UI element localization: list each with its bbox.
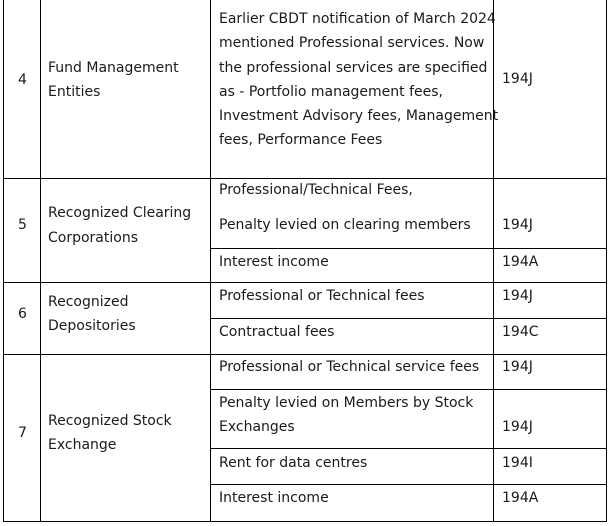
entity-name: Exchange <box>48 437 117 453</box>
entity-name: Corporations <box>48 230 138 246</box>
row-number: 5 <box>18 217 27 233</box>
section-code: 194A <box>502 490 539 506</box>
section-code: 194J <box>502 359 533 375</box>
service-description: as - Portfolio management fees, <box>219 84 443 100</box>
section-code: 194J <box>502 288 533 304</box>
entity-name: Recognized <box>48 294 129 310</box>
service-description: mentioned Professional services. Now <box>219 35 485 51</box>
entity-name: Depositories <box>48 318 136 334</box>
column-divider-entity <box>210 0 211 522</box>
service-description: Rent for data centres <box>219 455 368 471</box>
service-description: Professional/Technical Fees, <box>219 182 413 198</box>
section-code: 194C <box>502 324 539 340</box>
section-code: 194J <box>502 217 533 233</box>
row-number: 6 <box>18 306 27 322</box>
table-border-left <box>3 0 4 522</box>
service-description: Exchanges <box>219 419 295 435</box>
row-divider <box>3 282 607 283</box>
service-description: Penalty levied on Members by Stock <box>219 395 474 411</box>
service-description: Penalty levied on clearing members <box>219 217 471 233</box>
subrow-divider <box>210 318 607 319</box>
service-description: Contractual fees <box>219 324 335 340</box>
column-divider-service <box>493 0 494 522</box>
table-border-bottom <box>3 521 607 522</box>
service-description: Professional or Technical fees <box>219 288 425 304</box>
service-description: fees, Performance Fees <box>219 132 383 148</box>
service-description: Investment Advisory fees, Management <box>219 108 499 124</box>
row-number: 7 <box>18 425 27 441</box>
column-divider-number <box>40 0 41 522</box>
subrow-divider <box>210 448 607 449</box>
section-code: 194J <box>502 419 533 435</box>
subrow-divider <box>210 389 607 390</box>
section-code: 194A <box>502 254 539 270</box>
entity-name: Entities <box>48 84 101 100</box>
subrow-divider <box>210 484 607 485</box>
section-code: 194I <box>502 455 533 471</box>
table-border-right <box>606 0 607 522</box>
service-description: Professional or Technical service fees <box>219 359 480 375</box>
service-description: Earlier CBDT notification of March 2024 <box>219 11 496 27</box>
service-description: Interest income <box>219 254 329 270</box>
entity-name: Recognized Stock <box>48 413 172 429</box>
section-code: 194J <box>502 71 533 87</box>
service-description: Interest income <box>219 490 329 506</box>
row-number: 4 <box>18 72 27 88</box>
entity-name: Recognized Clearing <box>48 205 192 221</box>
entity-name: Fund Management <box>48 60 179 76</box>
service-description: the professional services are specified <box>219 60 488 76</box>
subrow-divider <box>210 248 607 249</box>
